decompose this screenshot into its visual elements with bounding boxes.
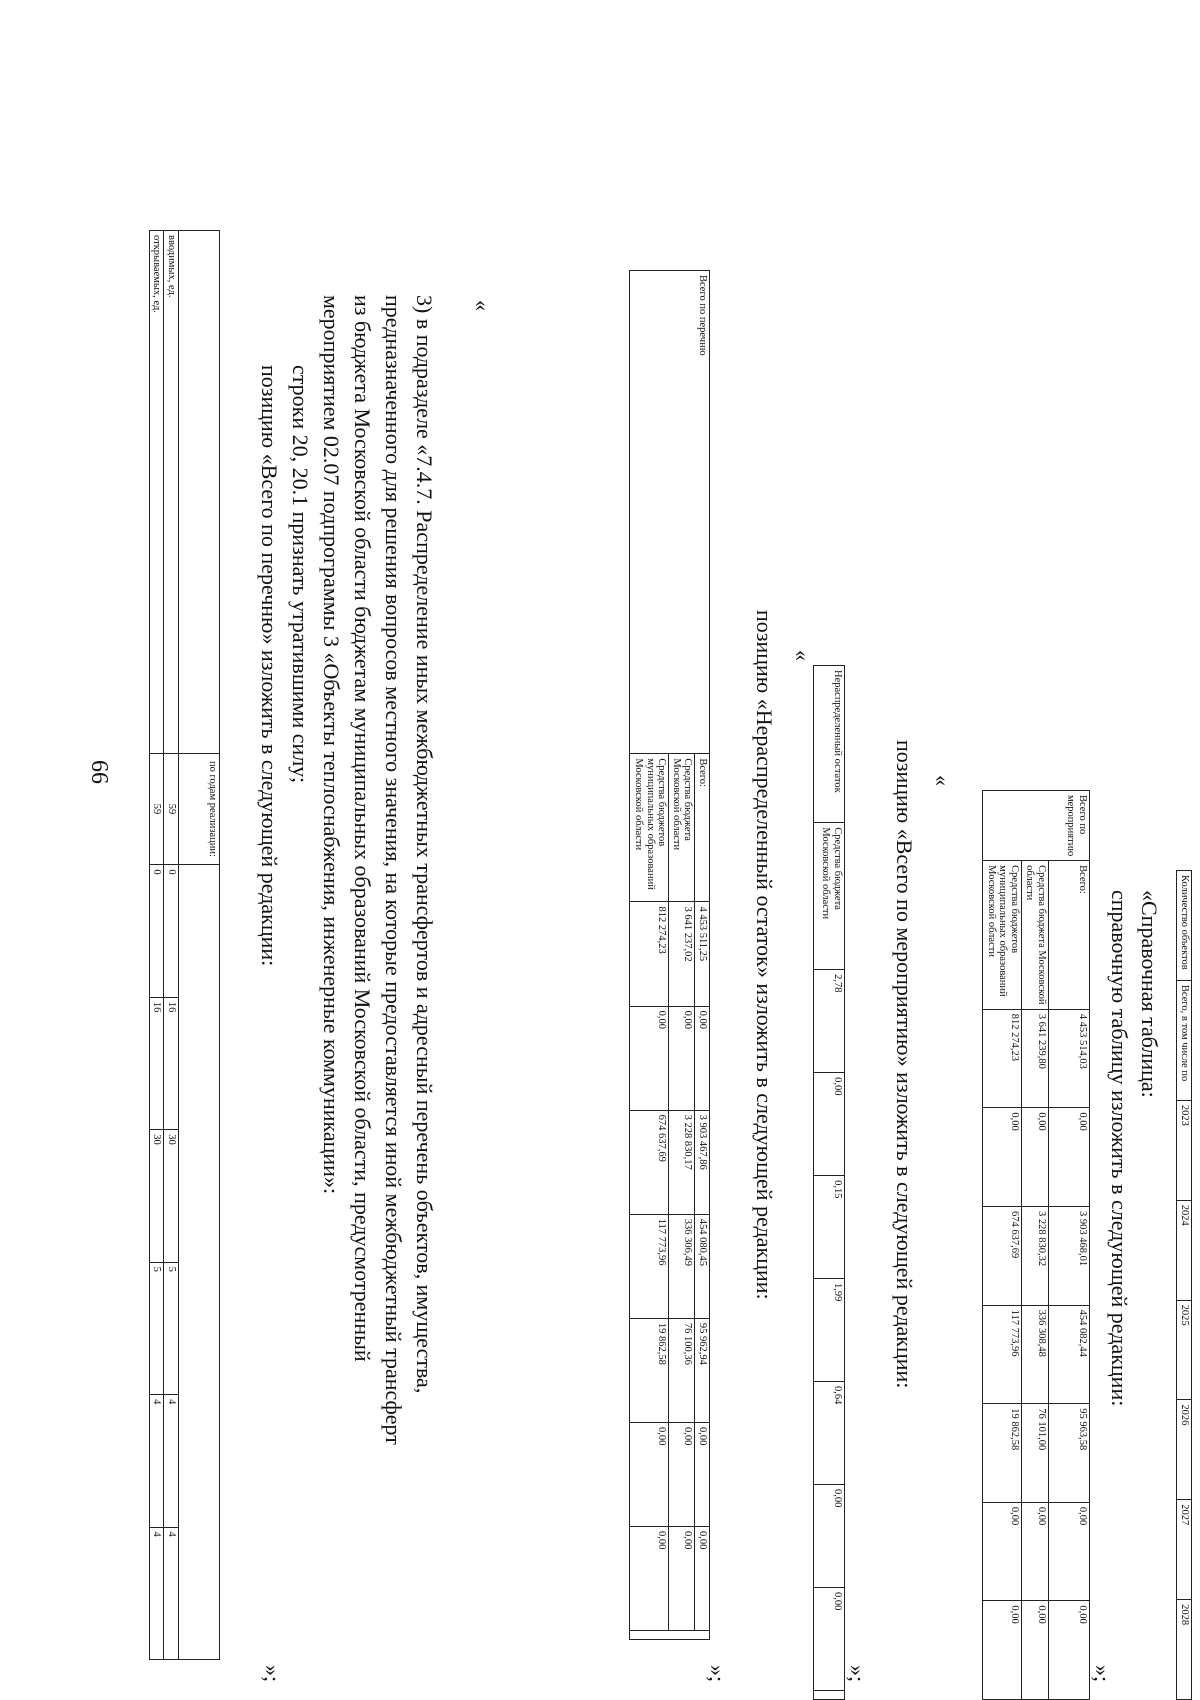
cell: 4 (149, 1395, 164, 1527)
cell: 16 (164, 997, 179, 1129)
period-header: по годам реализации: (179, 753, 220, 865)
empty-cell (630, 1631, 710, 1640)
cell: 0,00 (814, 1588, 845, 1691)
cell: 812 274,23 (630, 902, 669, 1006)
event-total-table (982, 790, 1090, 1700)
close-quote: »; (1090, 1665, 1115, 1683)
cell: 0,00 (983, 1502, 1022, 1601)
row-label: Средства бюджета Московской области (1022, 861, 1049, 1010)
cell: 0,00 (983, 1108, 1022, 1207)
row-label: Средства бюджета Московской области (669, 754, 695, 902)
cell: 336 308,48 (1022, 1305, 1049, 1404)
cell: 16 (149, 997, 164, 1129)
cell: 3 641 237,02 (669, 902, 695, 1006)
paragraph-line: предназначенного для решения вопросов местного значения, на которые предоставляется иной межбюджетный трансферт (381, 295, 406, 1445)
cell: 95 962,94 (695, 1318, 710, 1422)
cell: 1,99 (814, 1279, 845, 1382)
cell: 3 903 468,01 (1049, 1206, 1090, 1305)
cell: 0,00 (695, 1006, 710, 1110)
cell: 76 101,00 (1022, 1404, 1049, 1503)
empty-cell (179, 231, 220, 754)
row-title: Нераспределенный остаток (814, 666, 845, 823)
header-cell: 2026 (1177, 1400, 1192, 1500)
cell: 3 903 467,86 (695, 1110, 710, 1214)
row-label: Всего: (695, 754, 710, 902)
open-quote: « (930, 775, 955, 786)
table-row (164, 231, 179, 1660)
header-cell: 2023 (1177, 1100, 1192, 1200)
instruction-text: позицию «Всего по мероприятию» изложить в следующей редакции: (892, 740, 917, 1389)
cell: 0 (164, 865, 179, 997)
row-label: вводимых, ед. (164, 231, 179, 754)
row-title: Всего по перечню (630, 271, 710, 754)
cell: 5 (149, 1262, 164, 1394)
cell: 0,00 (695, 1526, 710, 1630)
cell: 4 (164, 1395, 179, 1527)
cell: 4 (164, 1527, 179, 1659)
header-cell: 2028 (1177, 1600, 1192, 1700)
cell: 0,00 (695, 1422, 710, 1526)
row-label: Количество объектов (1177, 871, 1192, 981)
cell: 0,00 (630, 1526, 669, 1630)
cell: 0,00 (1022, 1108, 1049, 1207)
empty-cell (179, 865, 220, 1660)
unallocated-table (813, 665, 845, 1700)
instruction-text: позицию «Нераспределенный остаток» изложить в следующей редакции: (752, 610, 777, 1300)
table-row (1049, 791, 1090, 1700)
row-title: Всего по мероприятию (983, 791, 1090, 861)
table-row (179, 231, 220, 1660)
cell: 3 641 239,80 (1022, 1009, 1049, 1108)
cell: 4 453 514,03 (1049, 1009, 1090, 1108)
cell: 5 (164, 1262, 179, 1394)
cell: 0,00 (630, 1422, 669, 1526)
cell: 336 306,49 (669, 1214, 695, 1318)
cell: 0,00 (1049, 1502, 1090, 1601)
cell: 4 (149, 1527, 164, 1659)
empty-cell (814, 1691, 845, 1700)
instruction-text: справочную таблицу изложить в следующей редакции: (1107, 890, 1132, 1407)
row-label: открываемых, ед. (149, 231, 164, 754)
paragraph-line: мероприятием 02.07 подпрограммы 3 «Объекты теплоснабжения, инженерные коммуникации»: (319, 295, 344, 1195)
row-label: Средства бюджетов муниципальных образований Московской области (983, 861, 1022, 1010)
cell: 19 862,58 (983, 1404, 1022, 1503)
reference-title: «Справочная таблица: (1137, 890, 1162, 1098)
cell: 674 637,69 (630, 1110, 669, 1214)
cell: 0,00 (814, 1485, 845, 1588)
paragraph-line: позицию «Всего по перечню» изложить в следующей редакции: (257, 365, 282, 967)
open-quote: « (470, 300, 495, 311)
table-row (1177, 871, 1192, 1700)
paragraph-line: из бюджета Московской области бюджетам муниципальных образований Московской области, предусмотренный (350, 295, 375, 1362)
cell: 3 228 830,32 (1022, 1206, 1049, 1305)
cell: 30 (149, 1130, 164, 1262)
header-cell: 2027 (1177, 1500, 1192, 1600)
cell: 812 274,23 (983, 1009, 1022, 1108)
cell: 4 453 511,25 (695, 902, 710, 1006)
header-cell: 2025 (1177, 1300, 1192, 1400)
cell: 117 773,96 (630, 1214, 669, 1318)
cell: 0,00 (669, 1526, 695, 1630)
cell: 2,78 (814, 970, 845, 1073)
table-row (149, 231, 164, 1660)
cell: 30 (164, 1130, 179, 1262)
row-label: Средства бюджетов муниципальных образований Московской области (630, 754, 669, 902)
table-row (814, 666, 845, 1700)
cell: 0,15 (814, 1176, 845, 1279)
cell: 59 (164, 753, 179, 865)
cell: 19 862,58 (630, 1318, 669, 1422)
close-quote: »; (260, 1665, 285, 1683)
cell: 0,00 (1049, 1108, 1090, 1207)
cell: 454 082,44 (1049, 1305, 1090, 1404)
cell: 3 228 830,17 (669, 1110, 695, 1214)
cell: 0,00 (1022, 1502, 1049, 1601)
open-quote: « (790, 650, 815, 661)
cell: 76 100,36 (669, 1318, 695, 1422)
cell: 59 (149, 753, 164, 865)
close-quote: »; (845, 1665, 870, 1683)
table-row (983, 791, 1022, 1700)
cell: 0,00 (1049, 1601, 1090, 1700)
cell: 117 773,96 (983, 1305, 1022, 1404)
close-quote: »; (705, 1665, 730, 1683)
cell: 674 637,69 (983, 1206, 1022, 1305)
paragraph-line: строки 20, 20.1 признать утратившими силу; (288, 365, 313, 784)
cell: 0,64 (814, 1382, 845, 1485)
amendment-paragraph (254, 295, 440, 1675)
cell: 0,00 (983, 1601, 1022, 1700)
reference-table (1176, 870, 1192, 1700)
cell: 0 (149, 865, 164, 997)
cell: 0,00 (1022, 1601, 1049, 1700)
list-total-table (629, 270, 710, 1640)
cell: 0,00 (814, 1073, 845, 1176)
table-row (1022, 791, 1049, 1700)
header-cell: 2024 (1177, 1200, 1192, 1300)
paragraph-line: 3) в подразделе «7.4.7. Распределение иных межбюджетных трансфертов и адресный перечень объектов, имущества, (412, 295, 437, 1394)
row-label: Средства бюджета Московской области (814, 823, 845, 970)
table-row (695, 271, 710, 1640)
header-cell: Всего, в том числе по (1177, 980, 1192, 1100)
cell: 0,00 (669, 1422, 695, 1526)
cell: 454 080,45 (695, 1214, 710, 1318)
page-number: 66 (86, 760, 112, 784)
objects-count-table (149, 230, 220, 1660)
cell: 0,00 (630, 1006, 669, 1110)
row-label: Всего: (1049, 861, 1090, 1010)
cell: 95 963,58 (1049, 1404, 1090, 1503)
cell: 0,00 (669, 1006, 695, 1110)
